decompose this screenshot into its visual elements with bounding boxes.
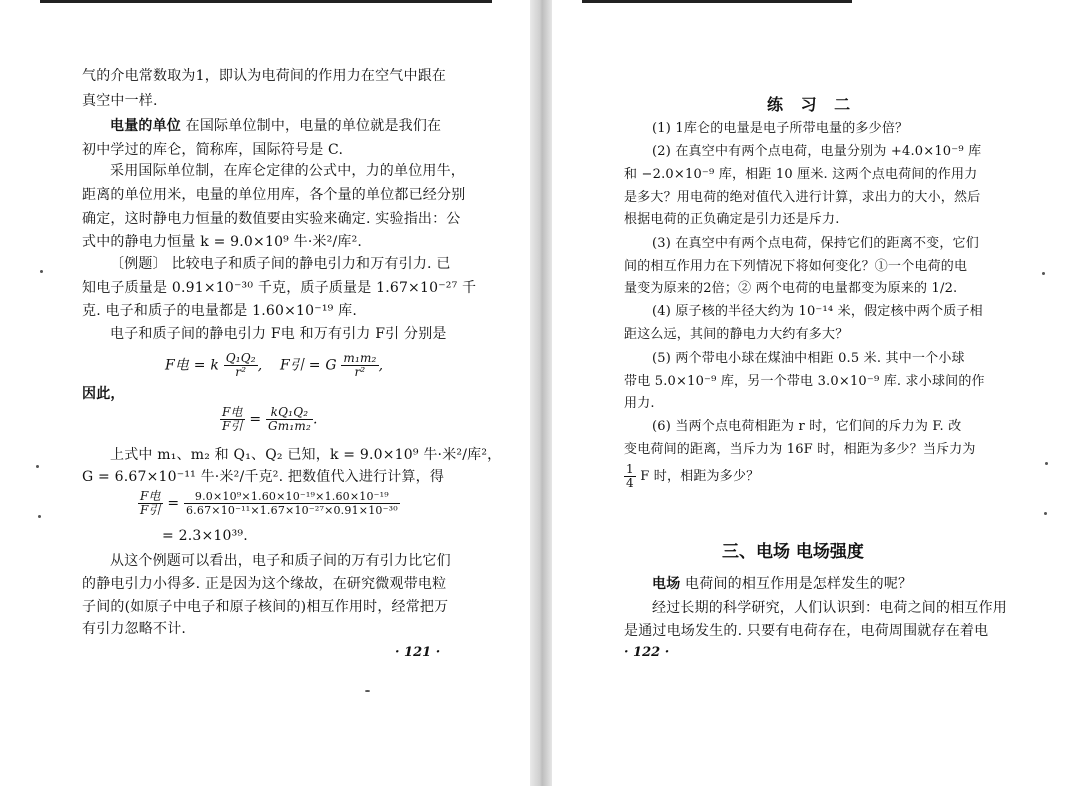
exercise-item: (3) 在真空中有两个点电荷，保持它们的距离不变，它们 [652, 236, 979, 251]
text-line: 带电 5.0×10⁻⁹ 库，另一个带电 3.0×10⁻⁹ 库. 求小球间的作 [624, 374, 985, 389]
page-number: · 121 · [395, 645, 441, 660]
scan-speck [36, 465, 39, 468]
formula-numerator: 9.0×10⁹×1.60×10⁻¹⁹×1.60×10⁻¹⁹ [184, 490, 400, 504]
scan-speck [38, 515, 41, 518]
left-page [0, 0, 530, 786]
text-line: 变电荷间的距离，当斥力为 16F 时，相距为多少？当斥力为 [624, 442, 976, 457]
scan-speck [1042, 272, 1045, 275]
text-segment: F 时，相距为多少？ [640, 469, 760, 484]
formula-result: = 2.3×10³⁹. [162, 528, 248, 544]
text-line [110, 117, 441, 135]
text-segment: 电荷间的相互作用是怎样发生的呢？ [680, 576, 913, 592]
text-line: 采用国际单位制，在库仑定律的公式中，力的单位用牛， [110, 163, 465, 179]
text-line: 用力. [624, 396, 655, 411]
formula-coulomb: F电 = k $\frac{\text{Q₁Q₂}}{\text{r²}}$ , [165, 351, 263, 379]
top-border [40, 0, 492, 3]
text-line: 距离的单位用米，电量的单位用库，各个量的单位都已经分别 [82, 187, 466, 203]
right-page [552, 0, 1080, 786]
text-line: 因此， [82, 386, 125, 402]
text-line: 气的介电常数取为1，即认为电荷间的作用力在空气中跟在 [82, 68, 447, 84]
text-line: 是多大？用电荷的绝对值代入进行计算，求出力的大小，然后 [624, 190, 981, 205]
text-line: 电子和质子间的静电引力 F电 和万有引力 F引 分别是 [110, 326, 447, 342]
equals-sign: = [167, 495, 180, 512]
text-line: G = 6.67×10⁻¹¹ 牛·米²/千克². 把数值代入进行计算，得 [82, 469, 445, 485]
example-heading-line: 〔例题〕 比较电子和质子间的静电引力和万有引力. 已 [110, 256, 451, 272]
text-segment: 在国际单位制中，电量的单位就是我们在 [181, 118, 442, 134]
text-line: 克. 电子和质子的电量都是 1.60×10⁻¹⁹ 库. [82, 303, 357, 319]
scan-speck [1045, 462, 1048, 465]
exercise-item: (4) 原子核的半径大约为 10⁻¹⁴ 米，假定核中两个质子相 [652, 304, 983, 319]
scan-speck [1044, 512, 1047, 515]
formula-substitution [138, 490, 400, 517]
scan-speck [365, 690, 370, 692]
text-line: 根据电荷的正负确定是引力还是斥力. [624, 212, 840, 227]
page-number: · 122 · [624, 645, 670, 660]
equals-sign: = [249, 411, 262, 428]
formula-numerator: F电 [222, 405, 243, 419]
term-unit-of-charge: 电量的单位 [110, 118, 181, 134]
formula-denominator: r² [235, 365, 247, 379]
text-line: 上式中 m₁、m₂ 和 Q₁、Q₂ 已知，k = 9.0×10⁹ 牛·米²/库²， [110, 447, 502, 463]
text-line: 和 −2.0×10⁻⁹ 库，相距 10 厘米. 这两个点电荷间的作用力 [624, 167, 978, 182]
text-line: 知电子质量是 0.91×10⁻³⁰ 千克，质子质量是 1.67×10⁻²⁷ 千 [82, 280, 477, 296]
exercise-item: (6) 当两个点电荷相距为 r 时，它们间的斥力为 F. 改 [652, 419, 962, 434]
formula-lhs: F引 = G [280, 357, 337, 374]
text-line: 距这么远，其间的静电力大约有多大？ [624, 327, 849, 342]
term-electric-field: 电场 [652, 576, 681, 592]
text-line: 从这个例题可以看出，电子和质子间的万有引力比它们 [110, 553, 451, 569]
text-line: 量变为原来的2倍；② 两个电荷的电量都变为原来的 1/2. [624, 281, 958, 296]
text-line: 初中学过的库仑，简称库，国际符号是 C. [82, 142, 344, 158]
text-line: 有引力忽略不计. [82, 621, 187, 637]
text-line: 的静电引力小得多. 正是因为这个缘故，在研究微观带电粒 [82, 576, 447, 592]
scan-speck [40, 270, 43, 273]
formula-denominator: F引 [222, 419, 243, 433]
section-heading: 三、电场 电场强度 [722, 542, 864, 562]
formula-numerator: m₁m₂ [343, 351, 377, 365]
text-line [652, 575, 912, 593]
formula-denominator: Gm₁m₂ [267, 419, 311, 433]
exercise-item: (5) 两个带电小球在煤油中相距 0.5 米. 其中一个小球 [652, 351, 965, 366]
formula-numerator: F电 [140, 489, 161, 503]
exercise-title: 练 习 二 [767, 95, 857, 114]
text-line: 式中的静电力恒量 k = 9.0×10⁹ 牛·米²/库². [82, 234, 363, 250]
book-spine-gutter [530, 0, 552, 786]
formula-gravity: F引 = G $\frac{\text{m₁m₂}}{\text{r²}}$ , [280, 351, 384, 379]
formula-denominator: 6.67×10⁻¹¹×1.67×10⁻²⁷×0.91×10⁻³⁰ [185, 504, 398, 517]
text-line: 确定，这时静电力恒量的数值要由实验来确定. 实验指出：公 [82, 211, 461, 227]
text-line: 子间的(如原子中电子和原子核间的)相互作用时，经常把万 [82, 599, 449, 615]
exercise-item: (2) 在真空中有两个点电荷，电量分别为 +4.0×10⁻⁹ 库 [652, 144, 982, 159]
formula-denominator: F引 [140, 503, 161, 517]
formula-numerator: kQ₁Q₂ [266, 406, 313, 420]
formula-lhs: F电 = k [165, 357, 220, 374]
formula-denominator: r² [354, 365, 366, 379]
fraction-denominator: 4 [626, 476, 634, 490]
formula-ratio: $\frac{\text{F电}}{\text{F引}}$ = $\frac{\text{kQ₁Q₂}}{\text{Gm₁m₂}}$ . [222, 405, 318, 433]
text-line [624, 463, 759, 490]
exercise-item: (1) 1库仑的电量是电子所带电量的多少倍？ [652, 121, 909, 136]
text-line: 间的相互作用力在下列情况下将如何变化？①一个电荷的电 [624, 259, 968, 274]
text-line: 真空中一样. [82, 93, 158, 109]
fraction-numerator: 1 [626, 462, 634, 476]
formula-numerator: Q₁Q₂ [225, 351, 256, 365]
top-border [582, 0, 852, 3]
text-line: 经过长期的科学研究，人们认识到：电荷之间的相互作用 [652, 600, 1007, 616]
text-line: 是通过电场发生的. 只要有电荷存在，电荷周围就存在着电 [624, 623, 989, 639]
